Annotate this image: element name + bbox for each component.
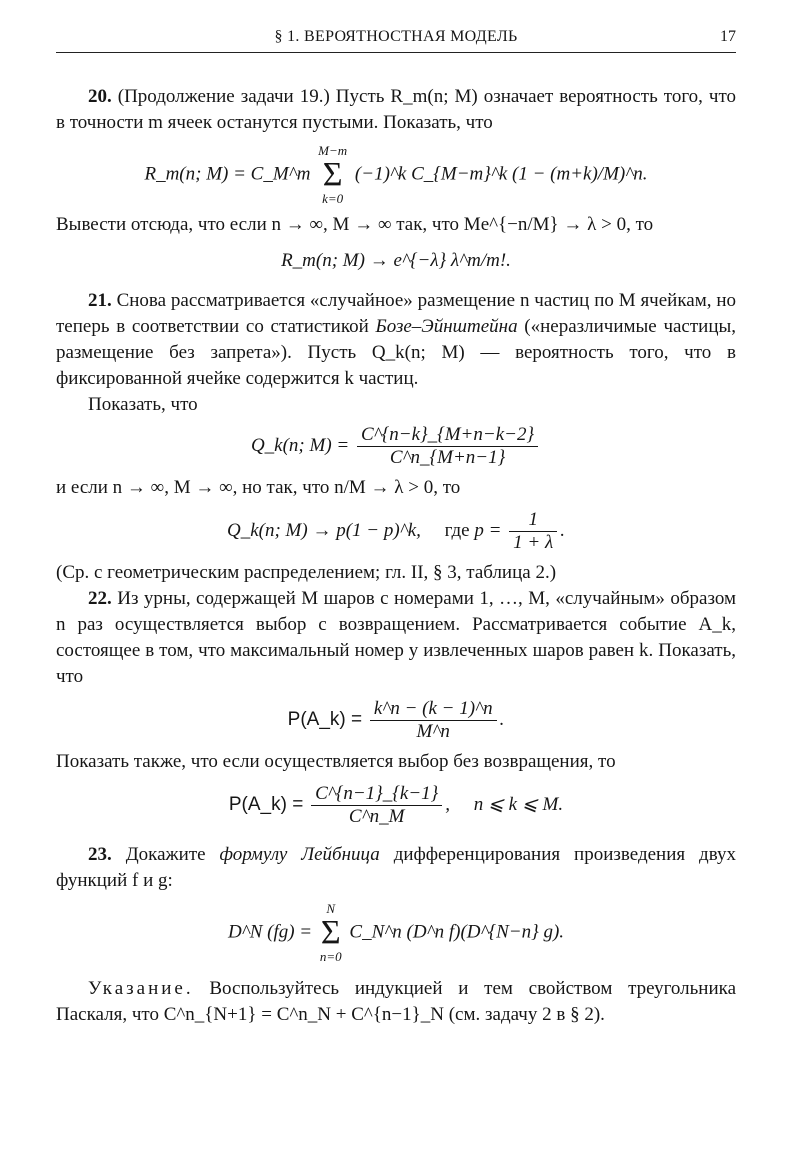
bose-einstein-term: Бозе–Эйнштейна (375, 316, 518, 337)
problem-23 (56, 842, 736, 894)
sum-operator: N Σ n=0 (319, 901, 342, 964)
page-body (56, 84, 736, 1028)
problem-23-text-b: дифференцирования произведения двух функций f и g: (56, 844, 737, 891)
hint-label: Указание. (88, 978, 194, 999)
sum-lower-limit: n=0 (319, 949, 342, 964)
sum-lower-limit: k=0 (322, 191, 344, 206)
leibniz-formula-term: формулу Лейбница (219, 844, 380, 865)
problem-21-number: 21. (88, 290, 112, 311)
running-title: § 1. ВЕРОЯТНОСТНАЯ МОДЕЛЬ (274, 28, 518, 45)
problem-22-number: 22. (88, 588, 112, 609)
formula-pak2-lhs: P(A_k) = (228, 793, 304, 815)
formula-pak-replacement: P(A_k) = $\frac{k\^{}n - (k - 1)\^{}n}{M\^{}n}$ . (287, 698, 505, 742)
formula-leibniz (56, 902, 736, 964)
problem-21-reference: (Ср. с геометрическим распределением; гл. II, § 3, таблица 2.) (56, 562, 557, 583)
problem-21-text-b: («неразличимые частицы, размещение без запрета»). Пусть Q_k(n; M) — вероятность того, что в фиксированной ячейке содержится k частиц. (56, 316, 737, 389)
problem-20-text: (Продолжение задачи 19.) Пусть R_m(n; M) означает вероятность того, что в точности m ячеек останутся пустыми. Показать, что (56, 86, 736, 133)
fraction (370, 698, 497, 743)
problem-23-hint (56, 976, 736, 1028)
formula-pak2-condition: n ⩽ k ⩽ M. (473, 793, 564, 815)
fraction-denominator: M^n (416, 721, 450, 742)
formula-rm-rhs: (−1)^k C_{M−m}^k (1 − (m+k)/M)^n. (354, 163, 648, 185)
problem-20-number: 20. (88, 86, 112, 107)
fraction-numerator: C^{n−1}_{k−1} (311, 783, 442, 806)
formula-qk-limit: Q_k(n; M) → p(1 − p)^k, где p = $\frac{1}{1 + \lambda}$ . (227, 509, 565, 553)
problem-22 (56, 586, 736, 690)
formula-rm-lhs: R_m(n; M) = C_M^m (144, 163, 311, 185)
problem-23-number: 23. (88, 844, 112, 865)
fraction-numerator: k^n − (k − 1)^n (370, 698, 497, 721)
problem-21-condition: и если n → ∞, M → ∞, но так, что n/M → λ > 0, то (56, 477, 461, 498)
formula-leibniz-rhs: C_N^n (D^n f)(D^{N−n} g). (349, 921, 565, 943)
problem-20 (56, 84, 736, 136)
fraction (311, 783, 442, 828)
hint-text: Воспользуйтесь индукцией и тем свойством треугольника Паскаля, что C^n_{N+1} = C^n_N + C^{n−1}_N (см. задачу 2 в § 2). (56, 978, 737, 1025)
where-word: где (444, 519, 470, 541)
problem-22-also: Показать также, что если осуществляется выбор без возвращения, то (56, 751, 616, 772)
sum-upper-limit: N (326, 901, 336, 916)
fraction (509, 509, 557, 554)
problem-20-derive: Вывести отсюда, что если n → ∞, M → ∞ так, что Me^{−n/M} → λ > 0, то (56, 214, 654, 235)
sum-operator: M−m Σ k=0 (318, 143, 348, 206)
problem-23-text-a: Докажите (125, 844, 206, 865)
problem-21-text-a: Снова рассматривается «случайное» размещение n частиц по M ячейкам, но теперь в соответствии со статистикой (56, 290, 736, 337)
formula-qk (56, 424, 736, 469)
problem-22-text: Из урны, содержащей M шаров с номерами 1, …, M, «случайным» образом n раз осуществляется выбор с возвращением. Рассматривается событие A_k, состоящее в том, что максимальный номер у извлеченных шаров равен k. Показать, что (56, 588, 737, 687)
formula-qk-lhs: Q_k(n; M) = (250, 434, 350, 456)
formula-rm (56, 144, 736, 206)
problem-21-show: Показать, что (88, 394, 198, 415)
formula-rm-limit: R_m(n; M) → e^{−λ} λ^m/m!. (281, 250, 511, 271)
sum-upper-limit: M−m (318, 143, 348, 158)
formula-qk-limit-lhs: Q_k(n; M) → p(1 − p)^k, (227, 519, 421, 541)
fraction-denominator: C^n_M (348, 806, 405, 827)
formula-leibniz-lhs: D^N (fg) = (227, 921, 313, 943)
fraction-denominator: 1 + λ (513, 532, 554, 553)
p-definition-lhs: p = (474, 519, 502, 541)
fraction (357, 424, 538, 469)
page-number: 17 (720, 28, 736, 45)
formula-pak-lhs: P(A_k) = (287, 708, 363, 730)
fraction-numerator: C^{n−k}_{M+n−k−2} (357, 424, 538, 447)
running-header (56, 24, 736, 53)
formula-pak-no-replacement: P(A_k) = $\frac{C\^{}\{n-1\}\_\{k-1\}}{C\^{}n\_M}$ , n ⩽ k ⩽ M. (228, 783, 564, 827)
problem-21 (56, 288, 736, 392)
fraction-denominator: C^n_{M+n−1} (389, 447, 506, 468)
fraction-numerator: 1 (509, 509, 557, 532)
